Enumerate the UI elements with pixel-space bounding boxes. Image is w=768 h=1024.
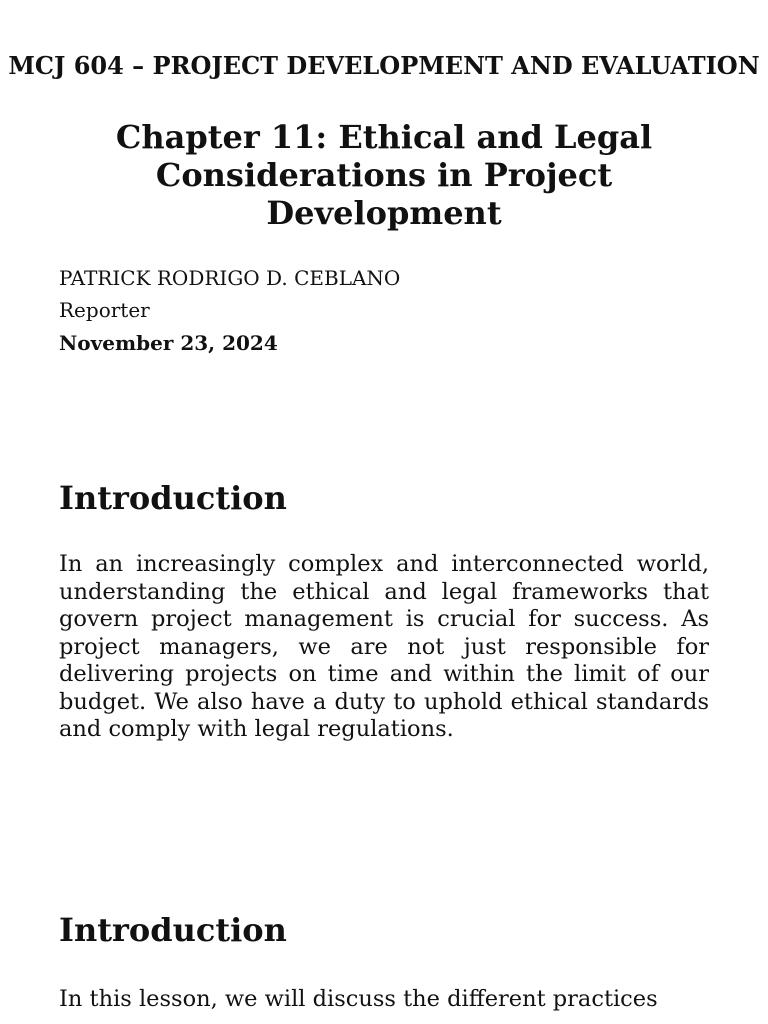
section-paragraph: In an increasingly complex and interconnected world, understanding the ethical and legal frameworks that govern project management is crucial for success. As project managers, we are not just responsible for delivering projects on time and within the limit of our budget. We also have a duty to uphold ethical standards and comply with legal regulations. — [59, 551, 709, 742]
author-name: PATRICK RODRIGO D. CEBLANO — [59, 266, 401, 290]
section-paragraph-2: In this lesson, we will discuss the different practices — [59, 986, 658, 1012]
course-title: MCJ 604 – PROJECT DEVELOPMENT AND EVALUATION — [8, 51, 760, 80]
section-heading-introduction: Introduction — [59, 479, 287, 517]
chapter-title: Chapter 11: Ethical and Legal Considerations in Project Development — [115, 118, 653, 232]
author-role: Reporter — [59, 298, 150, 322]
report-date: November 23, 2024 — [59, 331, 278, 355]
section-heading-introduction-2: Introduction — [59, 911, 287, 949]
